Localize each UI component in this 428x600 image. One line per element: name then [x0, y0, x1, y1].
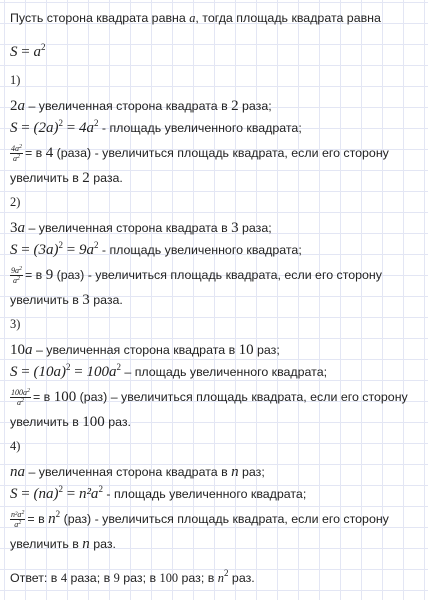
fraction-numerator: $9a^2$: [11, 266, 22, 275]
side-value: 10: [10, 342, 25, 358]
step-side-line: [10, 220, 272, 236]
area-result: 4a: [78, 120, 94, 136]
area-expr: (na): [33, 486, 59, 502]
area-exp: 2: [58, 484, 63, 494]
fraction-denominator: $a^2$: [13, 276, 20, 285]
step-area-line: [10, 242, 302, 258]
side-var: a: [25, 342, 33, 358]
area-eq-2: =: [62, 120, 79, 136]
cont-text: увеличить в: [10, 293, 83, 307]
side-unit: раз;: [238, 465, 265, 479]
side-text: – увеличенная сторона квадрата в: [32, 343, 239, 357]
intro-var: a: [189, 11, 196, 25]
area-result: 9a: [78, 242, 94, 258]
cont-unit: раза.: [89, 293, 123, 307]
area-result-exp: 2: [116, 362, 121, 372]
area-lhs: S: [10, 120, 18, 136]
step-ratio-line: [10, 144, 389, 163]
area-text: – площадь увеличенного квадрата;: [120, 365, 328, 379]
side-unit: раза;: [238, 99, 272, 113]
area-eq-2: =: [62, 242, 79, 258]
step-area-line: [10, 364, 327, 380]
cont-unit: раз.: [104, 415, 131, 429]
side-unit: раза;: [238, 221, 272, 235]
side-unit: раз;: [253, 343, 280, 357]
ratio-unit: (раза): [53, 145, 92, 160]
fraction-numerator: $4a^2$: [11, 144, 22, 153]
ratio-eq: = в: [27, 511, 49, 526]
area-result-exp: 2: [93, 240, 99, 250]
step-side-line: [10, 98, 272, 114]
area-eq-2: =: [70, 364, 87, 380]
cont-value: 2: [82, 170, 90, 186]
answer-value-3: 100: [159, 571, 179, 585]
area-eq-2: =: [62, 486, 79, 502]
area-eq: =: [17, 242, 34, 258]
fraction-numerator: $n^2a^2$: [11, 510, 25, 519]
answer-value-2: 9: [113, 571, 120, 585]
side-factor: 3: [231, 220, 239, 236]
answer-text-3: раз; в: [178, 571, 218, 585]
step-cont-line: [10, 170, 123, 186]
answer-prefix: Ответ: в: [10, 571, 61, 585]
area-exp: 2: [65, 362, 71, 372]
area-eq: =: [17, 364, 34, 380]
area-exp: 2: [58, 240, 63, 250]
fraction-denominator: $a^2$: [17, 398, 24, 407]
cont-text: увеличить в: [10, 415, 83, 429]
ratio-value: 4: [45, 144, 54, 161]
intro-text: Пусть сторона квадрата равна: [10, 11, 190, 25]
area-lhs: S: [10, 486, 18, 502]
side-text: – увеличенная сторона квадрата в: [25, 221, 232, 235]
ratio-text: - увеличиться площадь квадрата, если его сторону: [91, 145, 389, 160]
formula-eq: =: [17, 44, 34, 60]
fraction-denominator: $a^2$: [14, 520, 22, 529]
area-formula: [10, 44, 45, 60]
ratio-fraction: [10, 144, 23, 163]
ratio-eq: = в: [25, 145, 46, 160]
step-number: 2): [10, 195, 21, 209]
answer-value-4: n: [217, 571, 224, 585]
area-expr: (3a): [33, 242, 59, 258]
step-number: 4): [10, 439, 21, 453]
area-expr: (2a): [33, 120, 59, 136]
cont-text: увеличить в: [10, 171, 83, 185]
intro-line: [10, 10, 381, 26]
area-eq: =: [17, 120, 34, 136]
area-text: - площадь увеличенного квадрата;: [98, 121, 302, 135]
cont-unit: раз.: [89, 537, 116, 551]
step-label: [10, 438, 20, 454]
ratio-eq: = в: [25, 267, 46, 282]
formula-exp: 2: [40, 42, 46, 52]
fraction-denominator: $a^2$: [13, 154, 20, 163]
ratio-value: 9: [45, 266, 54, 283]
side-value: 2: [10, 98, 18, 114]
fraction-numerator: $100a^2$: [11, 388, 30, 397]
intro-text-2: , тогда площадь квадрата равна: [195, 11, 381, 25]
ratio-fraction: [10, 510, 25, 529]
answer-text-2: раз; в: [119, 571, 160, 585]
area-exp: 2: [58, 118, 63, 128]
side-factor: 2: [231, 98, 239, 114]
ratio-text: - увеличиться площадь квадрата, если его сторону: [91, 511, 389, 526]
cont-value: 100: [82, 414, 105, 430]
ratio-fraction: [10, 266, 23, 285]
side-var: a: [17, 220, 25, 236]
step-cont-line: [10, 292, 123, 308]
step-ratio-line: [10, 388, 408, 407]
cont-value: n: [82, 536, 90, 552]
answer-line: [10, 570, 255, 586]
step-label: [10, 194, 20, 210]
cont-value: 3: [82, 292, 90, 308]
ratio-value: n: [48, 510, 56, 527]
area-result-exp: 2: [98, 484, 103, 494]
ratio-unit: (раз): [60, 511, 92, 526]
area-text: - площадь увеличенного квадрата;: [98, 243, 302, 257]
step-cont-line: [10, 414, 131, 430]
ratio-unit: (раз): [76, 389, 108, 404]
area-result-exp: 2: [93, 118, 99, 128]
answer-exp: 2: [223, 568, 229, 578]
step-ratio-line: [10, 266, 382, 285]
side-var: na: [10, 464, 25, 480]
step-cont-line: [10, 536, 116, 552]
step-label: [10, 72, 20, 88]
cont-text: увеличить в: [10, 537, 83, 551]
side-value: 3: [10, 220, 18, 236]
area-lhs: S: [10, 242, 18, 258]
step-area-line: [10, 486, 306, 502]
side-factor: n: [231, 464, 239, 480]
ratio-text: – увеличиться площадь квадрата, если его сторону: [107, 389, 408, 404]
area-result: n²a: [78, 486, 99, 502]
cont-unit: раза.: [89, 171, 123, 185]
answer-text-4: раз.: [228, 571, 255, 585]
side-text: – увеличенная сторона квадрата в: [25, 99, 232, 113]
area-result: 100a: [86, 364, 117, 380]
answer-text-1: раза; в: [67, 571, 114, 585]
area-eq: =: [17, 486, 34, 502]
ratio-eq: = в: [33, 389, 54, 404]
ratio-value: 100: [53, 388, 77, 405]
area-text: - площадь увеличенного квадрата;: [102, 487, 307, 501]
answer-value-1: 4: [60, 571, 68, 585]
side-var: a: [17, 98, 25, 114]
ratio-fraction: [10, 388, 31, 407]
formula-lhs: S: [10, 44, 18, 60]
step-label: [10, 316, 20, 332]
ratio-text: - увеличиться площадь квадрата, если его сторону: [84, 267, 382, 282]
step-area-line: [10, 120, 302, 136]
formula-base: a: [33, 44, 41, 60]
area-expr: (10a): [33, 364, 66, 380]
ratio-exp: 2: [55, 508, 61, 519]
step-number: 3): [10, 317, 21, 331]
side-factor: 10: [238, 342, 254, 358]
step-side-line: [10, 464, 265, 480]
step-number: 1): [10, 73, 21, 87]
side-text: – увеличенная сторона квадрата в: [25, 465, 232, 479]
step-ratio-line: [10, 510, 389, 529]
area-lhs: S: [10, 364, 18, 380]
step-side-line: [10, 342, 280, 358]
ratio-unit: (раз): [53, 267, 85, 282]
